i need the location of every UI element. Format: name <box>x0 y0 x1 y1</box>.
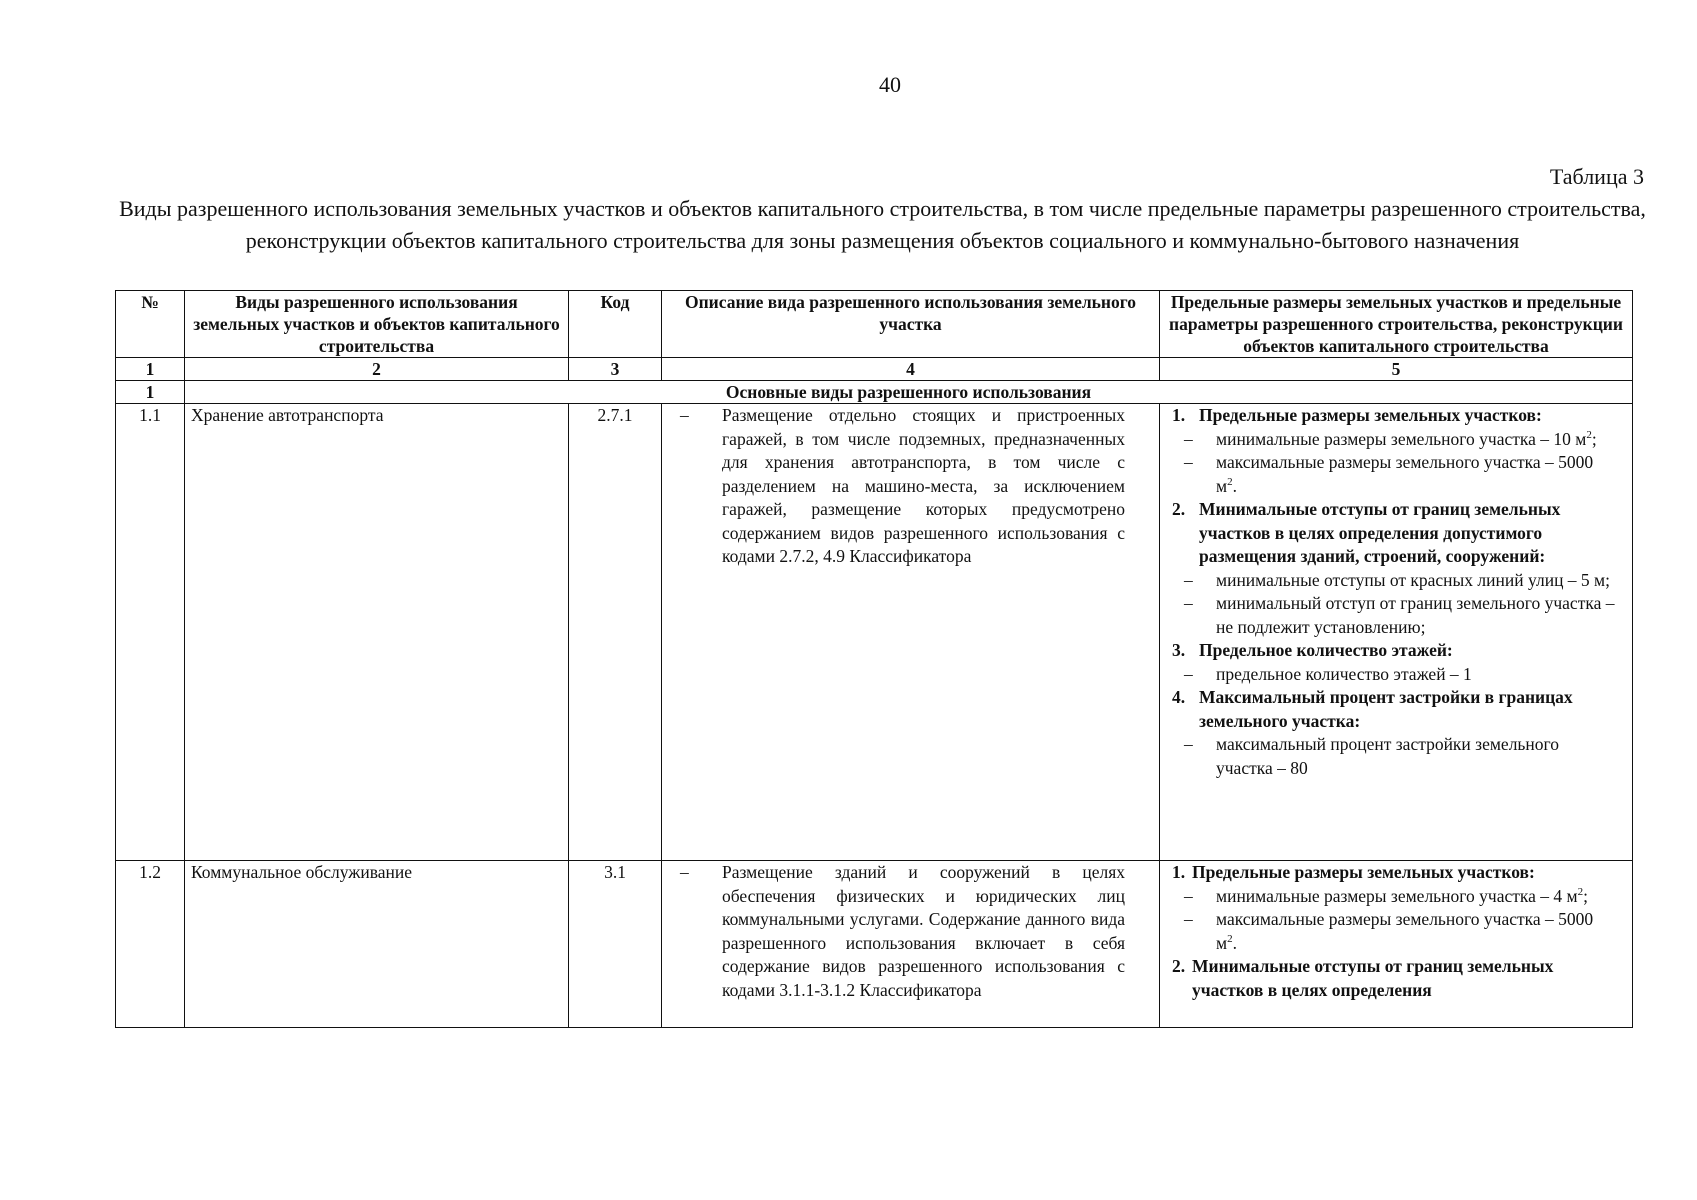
column-number: 4 <box>662 358 1160 381</box>
dash-marker: – <box>1184 428 1193 449</box>
param-title: Минимальные отступы от границ земельных участков в целях определения допустимого размещения зданий, строений, сооружений: <box>1199 499 1561 566</box>
column-number: 5 <box>1160 358 1633 381</box>
section-num: 1 <box>116 381 185 404</box>
row-description: Размещение зданий и сооружений в целях обеспечения физических и юридических лиц коммунальными услугами. Содержание данного вида разрешенного использования включает в себя содержание видов разрешенного использования с кодами 3.1.1-3.1.2 Классификатора <box>722 862 1125 1000</box>
row-name: Коммунальное обслуживание <box>185 861 569 1028</box>
param-title: Максимальный процент застройки в границах земельного участка: <box>1199 687 1573 731</box>
row-num: 1.2 <box>116 861 185 1028</box>
param-item: минимальные размеры земельного участка – 10 м <box>1216 428 1587 449</box>
row-num: 1.1 <box>116 404 185 861</box>
param-number: 4. <box>1172 687 1186 707</box>
row-description-cell <box>662 404 1160 861</box>
param-number: 2. <box>1172 956 1186 976</box>
header-params: Предельные размеры земельных участков и предельные параметры разрешенного строительства, реконструкции объектов капитального строительства <box>1160 291 1633 358</box>
row-code: 2.7.1 <box>569 404 662 861</box>
column-number: 3 <box>569 358 662 381</box>
column-number: 2 <box>185 358 569 381</box>
table-label: Таблица 3 <box>1549 164 1644 189</box>
section-title: Основные виды разрешенного использования <box>185 381 1633 404</box>
superscript: 2 <box>1586 428 1592 441</box>
header-num: № <box>116 291 185 358</box>
page-number: 40 <box>879 72 901 97</box>
column-number: 1 <box>116 358 185 381</box>
param-title: Предельные размеры земельных участков: <box>1192 862 1535 882</box>
header-type: Виды разрешенного использования земельных участков и объектов капитального строительства <box>185 291 569 358</box>
table-header-row <box>116 291 1633 358</box>
param-number: 1. <box>1172 862 1186 882</box>
param-number: 2. <box>1172 499 1186 519</box>
dash-marker: – <box>1184 734 1193 754</box>
param-item: минимальные отступы от красных линий улиц – 5 м; <box>1216 569 1610 590</box>
param-item: максимальные размеры земельного участка – 5000 м <box>1216 909 1594 953</box>
dash-marker: – <box>1184 885 1193 906</box>
header-description: Описание вида разрешенного использования земельного участка <box>662 291 1160 358</box>
header-code: Код <box>569 291 662 358</box>
param-title: Предельные размеры земельных участков: <box>1199 405 1542 425</box>
param-title: Предельное количество этажей: <box>1199 640 1453 660</box>
param-item: минимальные размеры земельного участка – 4 м <box>1216 885 1578 906</box>
superscript: 2 <box>1577 885 1584 898</box>
param-item: предельное количество этажей – 1 <box>1216 663 1472 684</box>
param-item-end: ; <box>1591 428 1597 449</box>
dash-marker: – <box>680 862 689 882</box>
row-params-cell <box>1160 404 1633 861</box>
table-row <box>116 861 1633 1028</box>
param-item: минимальный отступ от границ земельного участка – не подлежит установлению; <box>1216 593 1615 637</box>
table-row <box>116 404 1633 861</box>
table-title: Виды разрешенного использования земельных участков и объектов капитального строительства, в том числе предельные параметры разрешенного строительства, реконструкции объектов капитального строительства для зоны размещения объектов социального и коммунально-бытового назначения <box>119 196 1646 253</box>
param-number: 3. <box>1172 640 1186 660</box>
param-item-end: . <box>1232 932 1237 953</box>
param-item: максимальные размеры земельного участка – 5000 м <box>1216 452 1594 496</box>
row-description-cell <box>662 861 1160 1028</box>
param-title: Минимальные отступы от границ земельных участков в целях определения <box>1192 956 1554 1000</box>
land-use-table <box>115 290 1633 1028</box>
param-item-end: ; <box>1583 885 1588 906</box>
dash-marker: – <box>1184 909 1193 929</box>
param-number: 1. <box>1172 405 1186 425</box>
section-row <box>116 381 1633 404</box>
superscript: 2 <box>1227 475 1233 488</box>
superscript: 2 <box>1227 932 1233 945</box>
dash-marker: – <box>1184 663 1193 684</box>
row-description: Размещение отдельно стоящих и пристроенных гаражей, в том числе подземных, предназначенных для хранения автотранспорта, в том числе с разделением на машино-места, за исключением гаражей, размещение которых предусмотрено содержанием видов разрешенного использования с кодами 2.7.2, 4.9 Классификатора <box>722 405 1125 566</box>
dash-marker: – <box>1184 452 1193 472</box>
dash-marker: – <box>680 405 689 425</box>
param-item: максимальный процент застройки земельного участка – 80 <box>1216 734 1560 778</box>
row-code: 3.1 <box>569 861 662 1028</box>
dash-marker: – <box>1184 569 1193 590</box>
row-name: Хранение автотранспорта <box>185 404 569 861</box>
dash-marker: – <box>1184 593 1193 613</box>
param-item-end: . <box>1232 475 1237 496</box>
row-params-cell <box>1160 861 1633 1028</box>
column-number-row <box>116 358 1633 381</box>
